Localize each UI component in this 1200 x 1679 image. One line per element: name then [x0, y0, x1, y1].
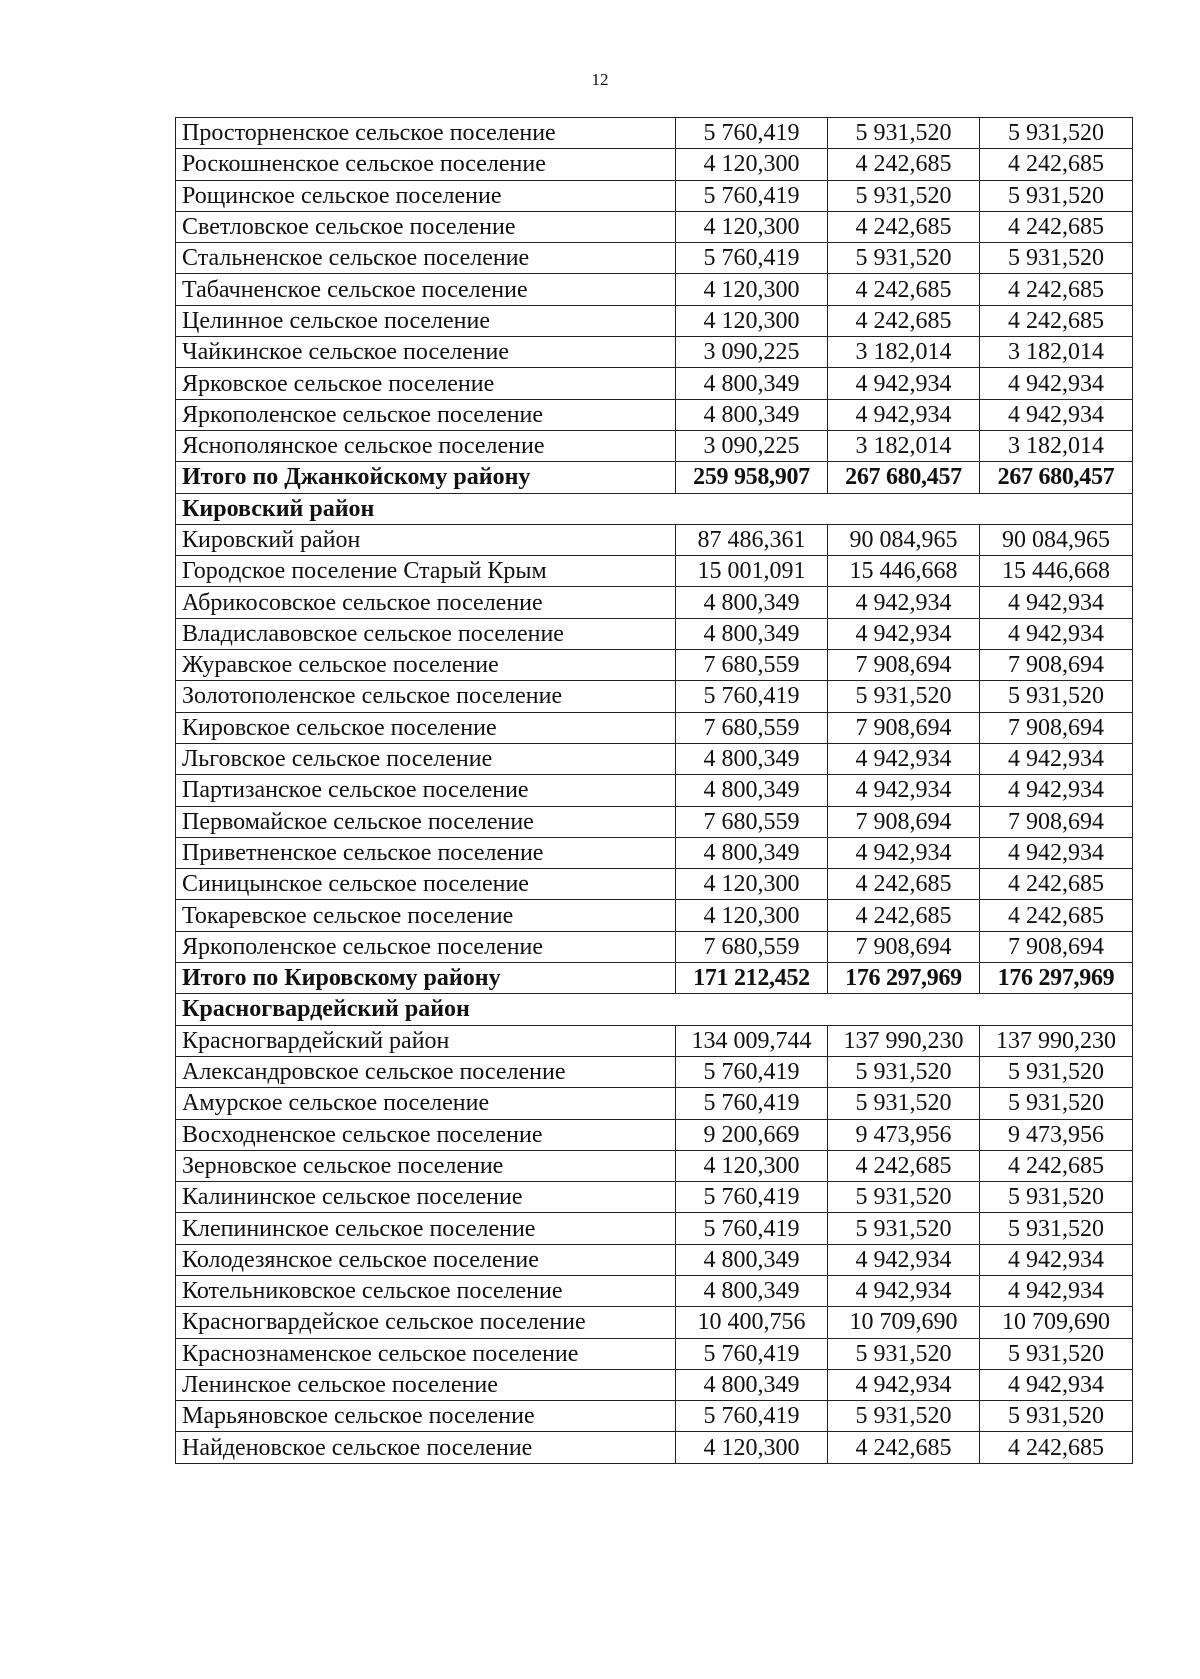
settlement-name: Ленинское сельское поселение [176, 1369, 676, 1400]
amount-year-1: 15 001,091 [676, 556, 828, 587]
amount-year-3: 4 942,934 [980, 618, 1133, 649]
table-row [176, 1150, 1133, 1181]
settlement-name: Первомайское сельское поселение [176, 806, 676, 837]
table-row [176, 1432, 1133, 1463]
table-row [176, 650, 1133, 681]
table-row [176, 149, 1133, 180]
amount-year-3: 5 931,520 [980, 1056, 1133, 1087]
table-row [176, 524, 1133, 555]
amount-year-2: 4 942,934 [828, 837, 980, 868]
settlement-name: Найденовское сельское поселение [176, 1432, 676, 1463]
amount-year-3: 4 942,934 [980, 368, 1133, 399]
amount-year-1: 4 120,300 [676, 1432, 828, 1463]
table-row [176, 1088, 1133, 1119]
amount-year-3: 90 084,965 [980, 524, 1133, 555]
amount-year-3: 5 931,520 [980, 1401, 1133, 1432]
amount-year-1: 7 680,559 [676, 712, 828, 743]
section-title: Красногвардейский район [176, 994, 1133, 1025]
table-row [176, 274, 1133, 305]
amount-year-2: 267 680,457 [828, 462, 980, 493]
table-row [176, 587, 1133, 618]
amount-year-2: 4 942,934 [828, 368, 980, 399]
table-row [176, 618, 1133, 649]
amount-year-1: 4 800,349 [676, 587, 828, 618]
table-row [176, 1119, 1133, 1150]
amount-year-1: 134 009,744 [676, 1025, 828, 1056]
settlement-name: Владиславовское сельское поселение [176, 618, 676, 649]
table-row [176, 1244, 1133, 1275]
amount-year-3: 7 908,694 [980, 650, 1133, 681]
amount-year-2: 5 931,520 [828, 118, 980, 149]
amount-year-2: 137 990,230 [828, 1025, 980, 1056]
amount-year-1: 7 680,559 [676, 650, 828, 681]
amount-year-2: 5 931,520 [828, 1338, 980, 1369]
amount-year-2: 7 908,694 [828, 712, 980, 743]
amount-year-1: 5 760,419 [676, 1056, 828, 1087]
settlement-name: Табачненское сельское поселение [176, 274, 676, 305]
settlement-name: Марьяновское сельское поселение [176, 1401, 676, 1432]
amount-year-3: 5 931,520 [980, 681, 1133, 712]
amount-year-3: 4 942,934 [980, 837, 1133, 868]
amount-year-1: 7 680,559 [676, 931, 828, 962]
amount-year-2: 90 084,965 [828, 524, 980, 555]
amount-year-1: 5 760,419 [676, 1338, 828, 1369]
page-number: 12 [591, 70, 609, 89]
settlement-name: Красногвардейский район [176, 1025, 676, 1056]
settlement-name: Чайкинское сельское поселение [176, 337, 676, 368]
settlement-name: Стальненское сельское поселение [176, 243, 676, 274]
settlement-name: Кировский район [176, 524, 676, 555]
amount-year-1: 7 680,559 [676, 806, 828, 837]
table-row [176, 1369, 1133, 1400]
amount-year-2: 4 242,685 [828, 274, 980, 305]
amount-year-2: 4 942,934 [828, 743, 980, 774]
settlement-name: Золотополенское сельское поселение [176, 681, 676, 712]
amount-year-3: 4 942,934 [980, 1369, 1133, 1400]
settlement-name: Журавское сельское поселение [176, 650, 676, 681]
amount-year-1: 5 760,419 [676, 1401, 828, 1432]
amount-year-3: 4 242,685 [980, 305, 1133, 336]
amount-year-2: 5 931,520 [828, 1213, 980, 1244]
amount-year-1: 4 800,349 [676, 618, 828, 649]
amount-year-3: 7 908,694 [980, 712, 1133, 743]
settlement-name: Итого по Кировскому району [176, 963, 676, 994]
table-row [176, 1056, 1133, 1087]
amount-year-2: 5 931,520 [828, 681, 980, 712]
amount-year-3: 3 182,014 [980, 430, 1133, 461]
table-row [176, 837, 1133, 868]
amount-year-2: 4 942,934 [828, 1369, 980, 1400]
amount-year-2: 7 908,694 [828, 650, 980, 681]
table-body [176, 118, 1133, 1464]
amount-year-2: 4 942,934 [828, 1244, 980, 1275]
table-row [176, 399, 1133, 430]
amount-year-1: 5 760,419 [676, 681, 828, 712]
amount-year-2: 4 942,934 [828, 399, 980, 430]
amount-year-3: 4 942,934 [980, 775, 1133, 806]
table-row [176, 1307, 1133, 1338]
settlement-name: Приветненское сельское поселение [176, 837, 676, 868]
amount-year-1: 4 800,349 [676, 1275, 828, 1306]
table-row [176, 1182, 1133, 1213]
amount-year-2: 15 446,668 [828, 556, 980, 587]
amount-year-2: 4 242,685 [828, 149, 980, 180]
section-header-row [176, 994, 1133, 1025]
amount-year-2: 4 242,685 [828, 900, 980, 931]
table-row [176, 681, 1133, 712]
amount-year-2: 3 182,014 [828, 337, 980, 368]
amount-year-1: 4 120,300 [676, 900, 828, 931]
table-row [176, 1338, 1133, 1369]
settlement-name: Колодезянское сельское поселение [176, 1244, 676, 1275]
amount-year-2: 5 931,520 [828, 1056, 980, 1087]
amount-year-1: 4 120,300 [676, 305, 828, 336]
table-row [176, 1025, 1133, 1056]
amount-year-3: 5 931,520 [980, 1213, 1133, 1244]
section-title: Кировский район [176, 493, 1133, 524]
amount-year-2: 10 709,690 [828, 1307, 980, 1338]
amount-year-3: 176 297,969 [980, 963, 1133, 994]
amount-year-3: 4 942,934 [980, 743, 1133, 774]
amount-year-1: 259 958,907 [676, 462, 828, 493]
settlement-name: Кировское сельское поселение [176, 712, 676, 743]
table-row [176, 1213, 1133, 1244]
table-row [176, 743, 1133, 774]
settlement-name: Целинное сельское поселение [176, 305, 676, 336]
budget-allocation-table [175, 117, 1133, 1464]
table-row [176, 368, 1133, 399]
amount-year-1: 3 090,225 [676, 337, 828, 368]
amount-year-2: 9 473,956 [828, 1119, 980, 1150]
settlement-name: Яркополенское сельское поселение [176, 931, 676, 962]
amount-year-1: 4 120,300 [676, 149, 828, 180]
settlement-name: Краснознаменское сельское поселение [176, 1338, 676, 1369]
amount-year-2: 5 931,520 [828, 243, 980, 274]
amount-year-3: 9 473,956 [980, 1119, 1133, 1150]
amount-year-3: 4 242,685 [980, 274, 1133, 305]
settlement-name: Синицынское сельское поселение [176, 869, 676, 900]
amount-year-1: 4 800,349 [676, 399, 828, 430]
amount-year-1: 4 120,300 [676, 274, 828, 305]
amount-year-3: 3 182,014 [980, 337, 1133, 368]
amount-year-1: 5 760,419 [676, 1213, 828, 1244]
amount-year-3: 4 242,685 [980, 1432, 1133, 1463]
amount-year-2: 5 931,520 [828, 1401, 980, 1432]
amount-year-3: 10 709,690 [980, 1307, 1133, 1338]
amount-year-3: 4 242,685 [980, 900, 1133, 931]
amount-year-3: 4 242,685 [980, 869, 1133, 900]
amount-year-2: 4 242,685 [828, 1432, 980, 1463]
settlement-name: Светловское сельское поселение [176, 211, 676, 242]
amount-year-2: 4 242,685 [828, 211, 980, 242]
amount-year-3: 137 990,230 [980, 1025, 1133, 1056]
settlement-name: Амурское сельское поселение [176, 1088, 676, 1119]
amount-year-1: 87 486,361 [676, 524, 828, 555]
table-row [176, 337, 1133, 368]
amount-year-3: 5 931,520 [980, 180, 1133, 211]
amount-year-1: 4 800,349 [676, 743, 828, 774]
settlement-name: Красногвардейское сельское поселение [176, 1307, 676, 1338]
amount-year-2: 5 931,520 [828, 180, 980, 211]
table-row [176, 430, 1133, 461]
table-row [176, 556, 1133, 587]
settlement-name: Яснополянское сельское поселение [176, 430, 676, 461]
table-row [176, 869, 1133, 900]
settlement-name: Льговское сельское поселение [176, 743, 676, 774]
amount-year-3: 5 931,520 [980, 1088, 1133, 1119]
amount-year-1: 5 760,419 [676, 118, 828, 149]
amount-year-2: 4 942,934 [828, 587, 980, 618]
amount-year-2: 4 942,934 [828, 618, 980, 649]
amount-year-3: 4 942,934 [980, 399, 1133, 430]
amount-year-3: 4 942,934 [980, 1275, 1133, 1306]
amount-year-3: 4 242,685 [980, 1150, 1133, 1181]
settlement-name: Котельниковское сельское поселение [176, 1275, 676, 1306]
amount-year-3: 5 931,520 [980, 1338, 1133, 1369]
amount-year-3: 4 242,685 [980, 149, 1133, 180]
amount-year-1: 4 800,349 [676, 775, 828, 806]
amount-year-1: 10 400,756 [676, 1307, 828, 1338]
table-row [176, 775, 1133, 806]
amount-year-2: 3 182,014 [828, 430, 980, 461]
settlement-name: Городское поселение Старый Крым [176, 556, 676, 587]
settlement-name: Токаревское сельское поселение [176, 900, 676, 931]
table-row [176, 305, 1133, 336]
table-row [176, 118, 1133, 149]
amount-year-1: 4 120,300 [676, 869, 828, 900]
amount-year-1: 171 212,452 [676, 963, 828, 994]
settlement-name: Ярковское сельское поселение [176, 368, 676, 399]
amount-year-1: 3 090,225 [676, 430, 828, 461]
amount-year-3: 5 931,520 [980, 118, 1133, 149]
amount-year-3: 4 942,934 [980, 587, 1133, 618]
amount-year-3: 267 680,457 [980, 462, 1133, 493]
table-row [176, 211, 1133, 242]
table-row [176, 1275, 1133, 1306]
table-row [176, 931, 1133, 962]
table-row [176, 180, 1133, 211]
amount-year-1: 5 760,419 [676, 243, 828, 274]
table-row [176, 1401, 1133, 1432]
amount-year-1: 4 800,349 [676, 1244, 828, 1275]
amount-year-3: 4 242,685 [980, 211, 1133, 242]
amount-year-3: 7 908,694 [980, 806, 1133, 837]
amount-year-2: 4 942,934 [828, 1275, 980, 1306]
settlement-name: Просторненское сельское поселение [176, 118, 676, 149]
settlement-name: Роскошненское сельское поселение [176, 149, 676, 180]
amount-year-1: 4 800,349 [676, 837, 828, 868]
amount-year-3: 7 908,694 [980, 931, 1133, 962]
amount-year-2: 7 908,694 [828, 931, 980, 962]
amount-year-1: 4 120,300 [676, 211, 828, 242]
amount-year-3: 4 942,934 [980, 1244, 1133, 1275]
settlement-name: Рощинское сельское поселение [176, 180, 676, 211]
amount-year-2: 4 942,934 [828, 775, 980, 806]
amount-year-2: 7 908,694 [828, 806, 980, 837]
amount-year-2: 4 242,685 [828, 869, 980, 900]
table-row [176, 806, 1133, 837]
amount-year-2: 4 242,685 [828, 1150, 980, 1181]
table-row [176, 712, 1133, 743]
amount-year-1: 4 120,300 [676, 1150, 828, 1181]
settlement-name: Калининское сельское поселение [176, 1182, 676, 1213]
amount-year-1: 4 800,349 [676, 1369, 828, 1400]
amount-year-1: 5 760,419 [676, 180, 828, 211]
amount-year-1: 4 800,349 [676, 368, 828, 399]
amount-year-3: 15 446,668 [980, 556, 1133, 587]
settlement-name: Клепининское сельское поселение [176, 1213, 676, 1244]
settlement-name: Итого по Джанкойскому району [176, 462, 676, 493]
settlement-name: Абрикосовское сельское поселение [176, 587, 676, 618]
total-row [176, 462, 1133, 493]
amount-year-1: 9 200,669 [676, 1119, 828, 1150]
amount-year-2: 4 242,685 [828, 305, 980, 336]
settlement-name: Яркополенское сельское поселение [176, 399, 676, 430]
amount-year-1: 5 760,419 [676, 1182, 828, 1213]
amount-year-3: 5 931,520 [980, 243, 1133, 274]
amount-year-2: 5 931,520 [828, 1088, 980, 1119]
section-header-row [176, 493, 1133, 524]
settlement-name: Александровское сельское поселение [176, 1056, 676, 1087]
amount-year-2: 5 931,520 [828, 1182, 980, 1213]
amount-year-3: 5 931,520 [980, 1182, 1133, 1213]
table-row [176, 900, 1133, 931]
settlement-name: Восходненское сельское поселение [176, 1119, 676, 1150]
table-row [176, 243, 1133, 274]
settlement-name: Партизанское сельское поселение [176, 775, 676, 806]
amount-year-2: 176 297,969 [828, 963, 980, 994]
settlement-name: Зерновское сельское поселение [176, 1150, 676, 1181]
amount-year-1: 5 760,419 [676, 1088, 828, 1119]
total-row [176, 963, 1133, 994]
